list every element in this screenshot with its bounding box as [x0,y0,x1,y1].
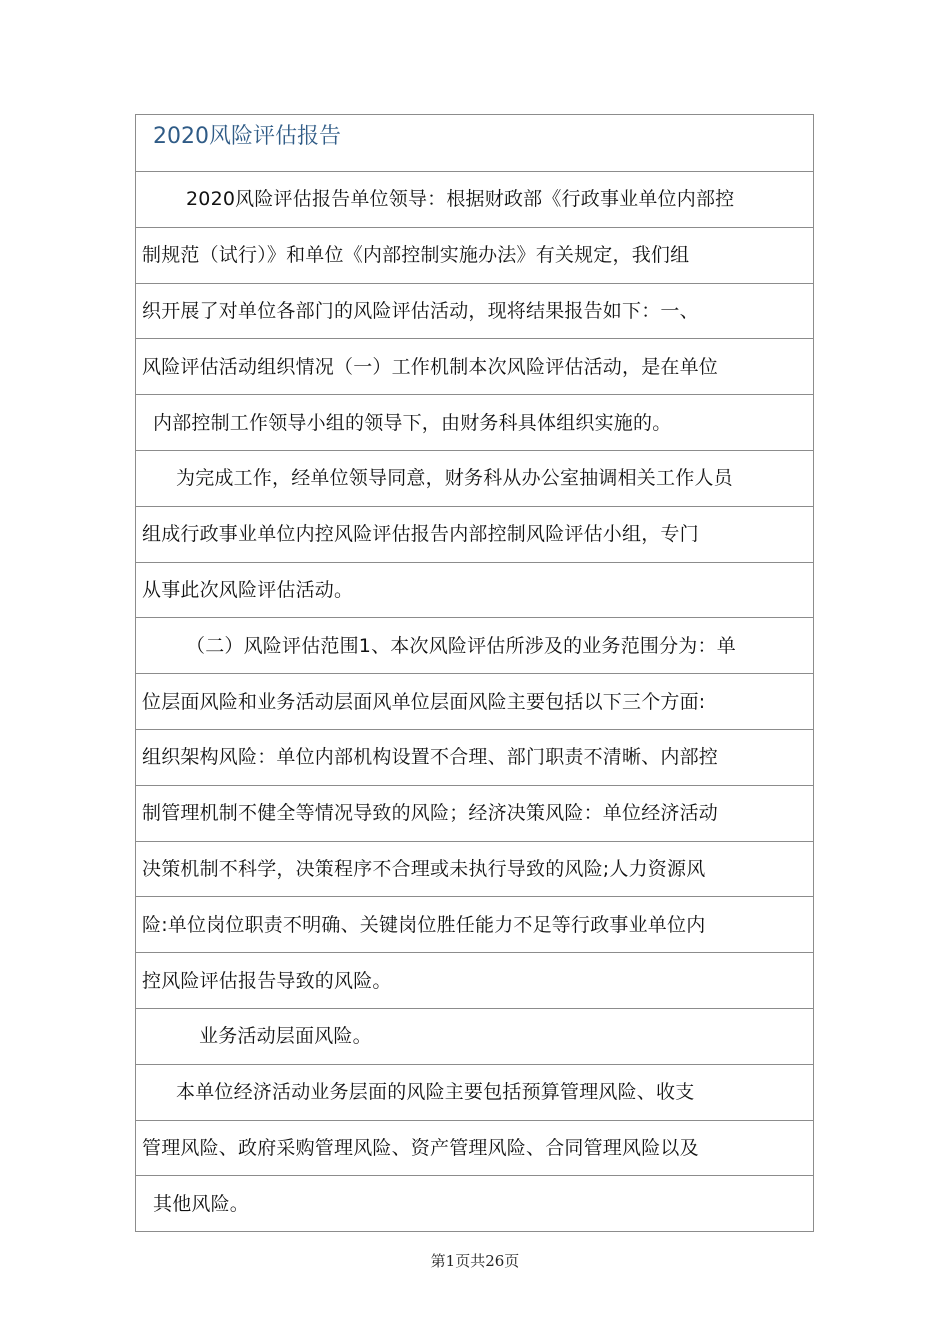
text-row [136,562,813,618]
text-line: 控风险评估报告导致的风险。 [142,969,392,992]
text-row [136,896,813,952]
text-line: 组成行政事业单位内控风险评估报告内部控制风险评估小组，专门 [142,523,699,546]
text-row [136,617,813,673]
text-row [136,729,813,785]
text-row [136,450,813,506]
text-line: 风险评估活动组织情况（一）工作机制本次风险评估活动，是在单位 [142,355,719,378]
text-row [136,1064,813,1120]
text-row [136,1008,813,1064]
text-line: 业务活动层面风险。 [199,1025,372,1048]
document-table [135,114,814,1232]
text-line: 制管理机制不健全等情况导致的风险；经济决策风险：单位经济活动 [142,802,719,825]
text-row [136,673,813,729]
text-row [136,785,813,841]
text-line: （二）风险评估范围1、本次风险评估所涉及的业务范围分为：单 [186,634,736,657]
text-line: 内部控制工作领导小组的领导下，由财务科具体组织实施的。 [153,411,672,434]
text-row [136,338,813,394]
text-row [136,1175,813,1231]
text-line: 位层面风险和业务活动层面风单位层面风险主要包括以下三个方面: [142,690,706,713]
text-line: 决策机制不科学，决策程序不合理或未执行导致的风险;人力资源风 [142,857,706,880]
text-line: 织开展了对单位各部门的风险评估活动，现将结果报告如下：一、 [142,299,699,322]
text-line: 为完成工作，经单位领导同意，财务科从办公室抽调相关工作人员 [176,467,733,490]
document-title: 2020风险评估报告 [153,124,341,149]
text-line: 管理风险、政府采购管理风险、资产管理风险、合同管理风险以及 [142,1136,699,1159]
text-line: 从事此次风险评估活动。 [142,578,354,601]
text-row [136,394,813,450]
page-indicator: 第1页共26页 [430,1252,520,1270]
text-row [136,171,813,227]
text-line: 组织架构风险：单位内部机构设置不合理、部门职责不清晰、内部控 [142,746,719,769]
text-row [136,227,813,283]
text-row [136,841,813,897]
text-line: 其他风险。 [153,1192,250,1215]
text-row [136,952,813,1008]
text-row [136,1120,813,1176]
text-row [136,283,813,339]
text-line: 2020风险评估报告单位领导：根据财政部《行政事业单位内部控 [186,188,735,211]
text-row [136,506,813,562]
text-line: 险:单位岗位职责不明确、关键岗位胜任能力不足等行政事业单位内 [142,913,706,936]
title-row [136,115,813,171]
text-line: 本单位经济活动业务层面的风险主要包括预算管理风险、收支 [176,1081,695,1104]
text-line: 制规范（试行）》和单位《内部控制实施办法》有关规定，我们组 [142,244,690,267]
